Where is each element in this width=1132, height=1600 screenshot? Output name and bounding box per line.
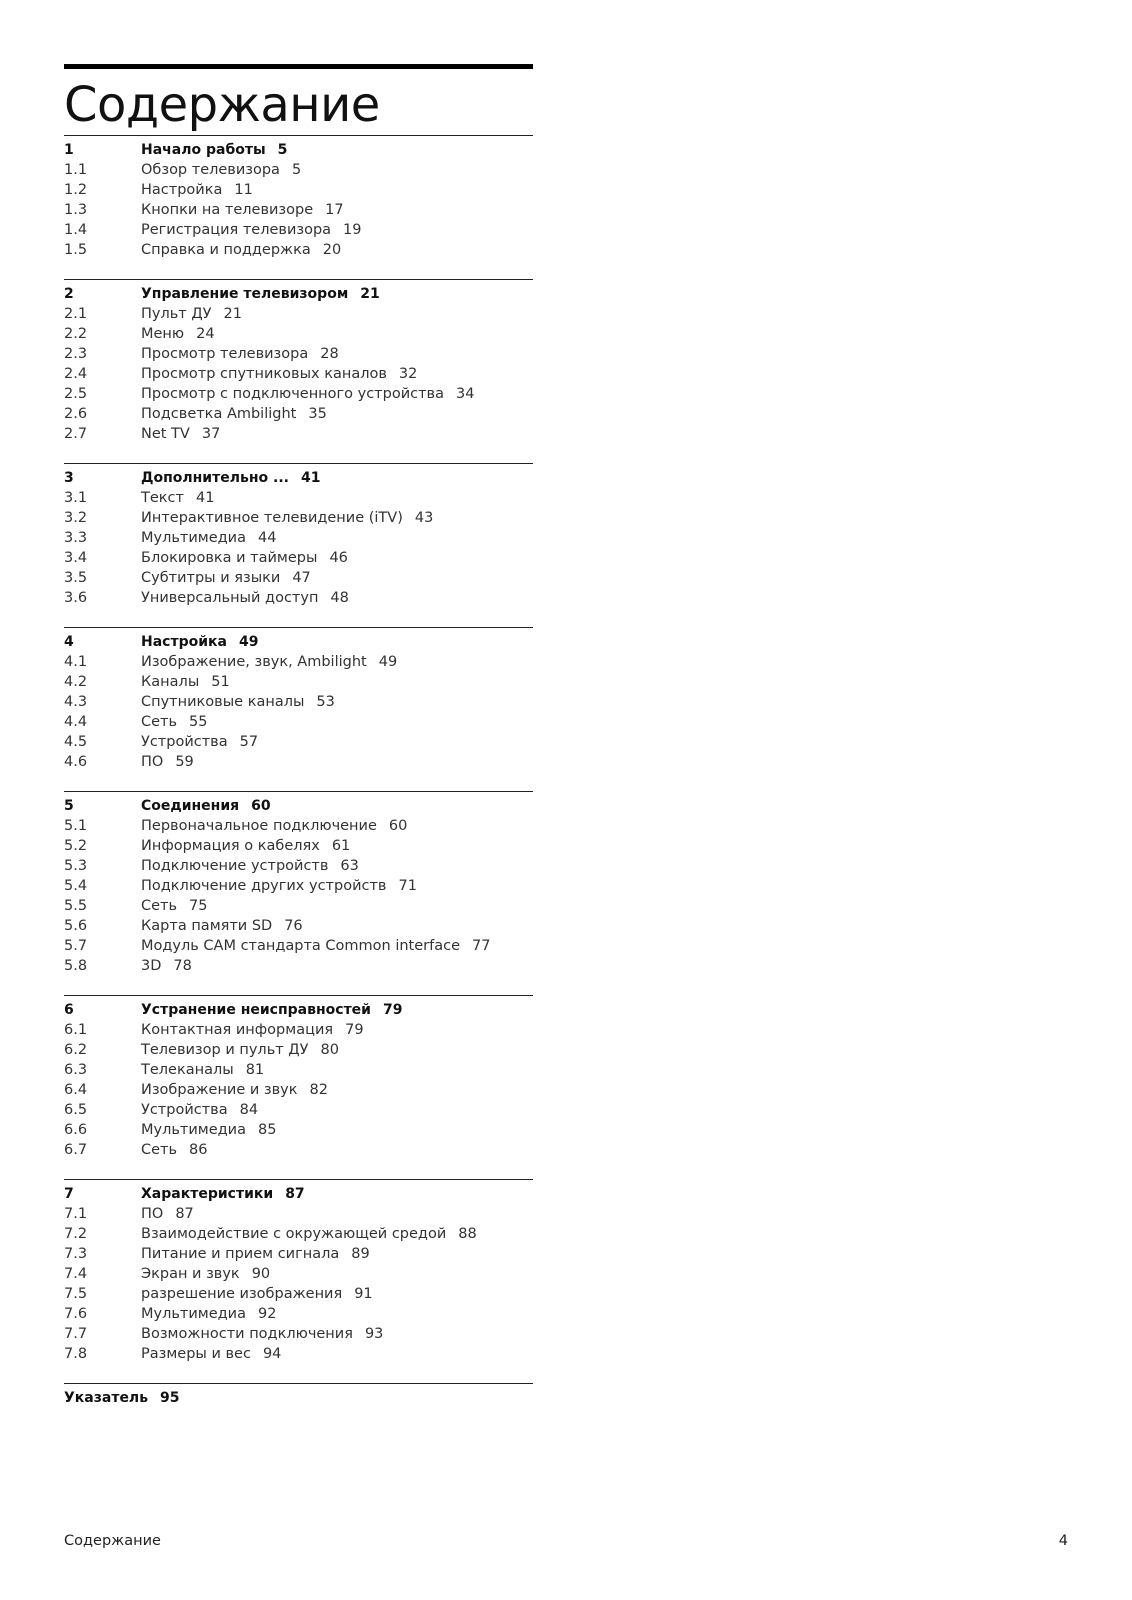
subsection-number: 6.3: [64, 1062, 88, 1078]
subsection-page: 17: [325, 202, 344, 218]
subsection-page: 93: [364, 1326, 384, 1342]
subsection-title: Субтитры и языки: [141, 570, 281, 586]
subsection-title: Сеть: [141, 898, 178, 914]
toc-subsection-entry[interactable]: [64, 200, 533, 220]
toc-subsection-entry[interactable]: [64, 424, 533, 444]
toc-subsection-entry[interactable]: [64, 1100, 533, 1120]
top-rule: [64, 64, 533, 69]
chapter-page: 21: [360, 286, 380, 302]
toc-subsection-entry[interactable]: [64, 304, 533, 324]
toc-section: [64, 135, 533, 260]
toc-page: [64, 64, 533, 1408]
subsection-number: 1.4: [64, 222, 88, 238]
toc-subsection-entry[interactable]: [64, 508, 533, 528]
toc-subsection-entry[interactable]: [64, 816, 533, 836]
subsection-number: 2.2: [64, 326, 88, 342]
subsection-title: Просмотр с подключенного устройства: [141, 386, 444, 402]
toc-section: [64, 1179, 533, 1364]
subsection-number: 7.8: [64, 1346, 88, 1362]
subsection-title: Обзор телевизора: [141, 162, 280, 178]
subsection-page: 86: [189, 1142, 208, 1158]
chapter-page: 49: [238, 634, 259, 650]
toc-subsection-entry[interactable]: [64, 1304, 533, 1324]
toc-subsection-entry[interactable]: [64, 956, 533, 976]
subsection-number: 2.3: [64, 346, 88, 362]
subsection-page: 90: [251, 1266, 271, 1282]
subsection-page: 35: [308, 406, 327, 422]
toc-subsection-entry[interactable]: [64, 568, 533, 588]
footer-section-name: Содержание: [64, 1533, 161, 1549]
toc-subsection-entry[interactable]: [64, 1284, 533, 1304]
subsection-number: 2.6: [64, 406, 88, 422]
subsection-title: Пульт ДУ: [141, 306, 212, 322]
subsection-title: Настройка: [141, 182, 223, 198]
subsection-page: 61: [331, 838, 351, 854]
toc-subsection-entry[interactable]: [64, 1120, 533, 1140]
subsection-number: 3.4: [64, 550, 88, 566]
subsection-number: 2.7: [64, 426, 88, 442]
subsection-page: 87: [175, 1206, 194, 1222]
subsection-page: 46: [329, 550, 348, 566]
toc-subsection-entry[interactable]: [64, 692, 533, 712]
subsection-page: 75: [189, 898, 208, 914]
subsection-number: 6.2: [64, 1042, 88, 1058]
subsection-page: 32: [398, 366, 418, 382]
subsection-page: 51: [211, 674, 230, 690]
toc-subsection-entry[interactable]: [64, 160, 533, 180]
subsection-page: 19: [343, 222, 362, 238]
subsection-title: ПО: [141, 754, 164, 770]
subsection-page: 44: [257, 530, 277, 546]
subsection-page: 79: [345, 1022, 364, 1038]
subsection-title: Сеть: [141, 1142, 178, 1158]
subsection-page: 91: [354, 1286, 373, 1302]
subsection-page: 28: [320, 346, 339, 362]
subsection-number: 5.3: [64, 858, 88, 874]
toc-section: [64, 279, 533, 444]
subsection-title: Net TV: [141, 426, 190, 442]
subsection-number: 4.1: [64, 654, 88, 670]
subsection-title: Подключение устройств: [141, 858, 329, 874]
subsection-title: Первоначальное подключение: [141, 818, 377, 834]
toc-chapter-entry[interactable]: [64, 468, 533, 488]
toc-section: [64, 627, 533, 772]
subsection-number: 5.2: [64, 838, 88, 854]
subsection-page: 48: [330, 590, 349, 606]
subsection-number: 6.4: [64, 1082, 88, 1098]
subsection-number: 6.7: [64, 1142, 88, 1158]
subsection-page: 21: [223, 306, 242, 322]
subsection-page: 71: [398, 878, 417, 894]
subsection-number: 5.4: [64, 878, 88, 894]
toc-subsection-entry[interactable]: [64, 1080, 533, 1100]
toc-subsection-entry[interactable]: [64, 1264, 533, 1284]
chapter-title: Начало работы: [141, 142, 266, 158]
toc-chapter-entry[interactable]: [64, 284, 533, 304]
toc-subsection-entry[interactable]: [64, 1040, 533, 1060]
subsection-page: 55: [189, 714, 208, 730]
toc-subsection-entry[interactable]: [64, 916, 533, 936]
subsection-number: 6.6: [64, 1122, 88, 1138]
subsection-page: 78: [173, 958, 192, 974]
subsection-number: 5.5: [64, 898, 88, 914]
toc-chapter-entry[interactable]: [64, 140, 533, 160]
subsection-page: 84: [239, 1102, 259, 1118]
subsection-number: 1.5: [64, 242, 88, 258]
subsection-page: 81: [245, 1062, 265, 1078]
subsection-page: 85: [257, 1122, 277, 1138]
subsection-title: Регистрация телевизора: [141, 222, 332, 238]
chapter-title: Настройка: [141, 634, 227, 650]
subsection-title: Мультимедиа: [141, 1306, 246, 1322]
subsection-page: 89: [351, 1246, 370, 1262]
subsection-page: 43: [414, 510, 434, 526]
toc-subsection-entry[interactable]: [64, 896, 533, 916]
page-title: Содержание: [64, 77, 380, 133]
chapter-page: 87: [285, 1186, 305, 1202]
subsection-number: 6.1: [64, 1022, 88, 1038]
toc-subsection-entry[interactable]: [64, 936, 533, 956]
subsection-title: Телеканалы: [141, 1062, 234, 1078]
subsection-number: 5.6: [64, 918, 88, 934]
subsection-title: Контактная информация: [141, 1022, 334, 1038]
toc-subsection-entry[interactable]: [64, 856, 533, 876]
subsection-title: Блокировка и таймеры: [141, 550, 318, 566]
subsection-title: Мультимедиа: [141, 530, 246, 546]
subsection-title: Изображение и звук: [141, 1082, 298, 1098]
chapter-page: 41: [300, 470, 321, 486]
index-page: 95: [160, 1390, 180, 1406]
subsection-number: 5.7: [64, 938, 88, 954]
chapter-number: 1: [64, 142, 74, 158]
subsection-number: 3.1: [64, 490, 88, 506]
toc-subsection-entry[interactable]: [64, 384, 533, 404]
subsection-number: 1.1: [64, 162, 88, 178]
subsection-number: 3.3: [64, 530, 88, 546]
toc-subsection-entry[interactable]: [64, 1224, 533, 1244]
subsection-title: Сеть: [141, 714, 178, 730]
table-of-contents: [64, 135, 533, 1364]
subsection-page: 82: [309, 1082, 328, 1098]
chapter-title: Характеристики: [141, 1186, 274, 1202]
subsection-number: 7.1: [64, 1206, 88, 1222]
toc-subsection-entry[interactable]: [64, 1244, 533, 1264]
subsection-number: 4.5: [64, 734, 88, 750]
chapter-title: Устранение неисправностей: [141, 1002, 371, 1018]
subsection-number: 3.2: [64, 510, 88, 526]
subsection-title: Просмотр телевизора: [141, 346, 309, 362]
subsection-title: Экран и звук: [141, 1266, 240, 1282]
toc-subsection-entry[interactable]: [64, 1020, 533, 1040]
toc-subsection-entry[interactable]: [64, 240, 533, 260]
toc-chapter-entry[interactable]: [64, 1000, 533, 1020]
chapter-number: 4: [64, 634, 74, 650]
subsection-title: Телевизор и пульт ДУ: [141, 1042, 309, 1058]
toc-subsection-entry[interactable]: [64, 836, 533, 856]
subsection-number: 4.2: [64, 674, 88, 690]
subsection-title: Меню: [141, 326, 185, 342]
subsection-title: Изображение, звук, Ambilight: [141, 654, 367, 670]
subsection-page: 5: [291, 162, 302, 178]
subsection-title: 3D: [141, 958, 162, 974]
chapter-page: 5: [277, 142, 288, 158]
chapter-number: 7: [64, 1186, 74, 1202]
index-entry[interactable]: [64, 1388, 533, 1408]
subsection-number: 7.7: [64, 1326, 88, 1342]
subsection-page: 80: [320, 1042, 339, 1058]
subsection-number: 3.6: [64, 590, 88, 606]
toc-subsection-entry[interactable]: [64, 180, 533, 200]
toc-subsection-entry[interactable]: [64, 1204, 533, 1224]
subsection-page: 49: [378, 654, 398, 670]
subsection-title: Размеры и вес: [141, 1346, 251, 1362]
toc-subsection-entry[interactable]: [64, 488, 533, 508]
index-section: [64, 1383, 533, 1408]
subsection-title: Просмотр спутниковых каналов: [141, 366, 387, 382]
subsection-number: 4.6: [64, 754, 88, 770]
chapter-title: Дополнительно ...: [141, 470, 289, 486]
subsection-title: Модуль CAM стандарта Common interface: [141, 938, 460, 954]
subsection-page: 63: [340, 858, 359, 874]
index-label: Указатель: [64, 1390, 149, 1406]
subsection-title: Карта памяти SD: [141, 918, 273, 934]
chapter-page: 60: [251, 798, 271, 814]
subsection-title: Универсальный доступ: [141, 590, 319, 606]
subsection-title: Справка и поддержка: [141, 242, 311, 258]
toc-subsection-entry[interactable]: [64, 1140, 533, 1160]
subsection-title: Информация о кабелях: [141, 838, 320, 854]
subsection-title: Питание и прием сигнала: [141, 1246, 340, 1262]
toc-chapter-entry[interactable]: [64, 632, 533, 652]
subsection-page: 60: [388, 818, 408, 834]
toc-subsection-entry[interactable]: [64, 652, 533, 672]
subsection-title: Интерактивное телевидение (iTV): [141, 510, 403, 526]
subsection-title: Текст: [141, 490, 184, 506]
subsection-number: 3.5: [64, 570, 88, 586]
toc-subsection-entry[interactable]: [64, 324, 533, 344]
subsection-title: Устройства: [141, 1102, 228, 1118]
toc-chapter-entry[interactable]: [64, 1184, 533, 1204]
subsection-number: 7.6: [64, 1306, 88, 1322]
subsection-page: 76: [284, 918, 303, 934]
subsection-number: 7.2: [64, 1226, 88, 1242]
chapter-number: 2: [64, 286, 74, 302]
chapter-title: Соединения: [141, 798, 240, 814]
chapter-number: 5: [64, 798, 74, 814]
toc-section: [64, 995, 533, 1160]
subsection-number: 7.3: [64, 1246, 88, 1262]
subsection-number: 1.3: [64, 202, 88, 218]
toc-chapter-entry[interactable]: [64, 796, 533, 816]
subsection-page: 59: [175, 754, 194, 770]
toc-subsection-entry[interactable]: [64, 588, 533, 608]
toc-subsection-entry[interactable]: [64, 220, 533, 240]
subsection-number: 1.2: [64, 182, 88, 198]
toc-subsection-entry[interactable]: [64, 1060, 533, 1080]
subsection-page: 88: [458, 1226, 477, 1242]
toc-subsection-entry[interactable]: [64, 1344, 533, 1364]
subsection-number: 5.1: [64, 818, 88, 834]
subsection-title: Подсветка Ambilight: [141, 406, 297, 422]
chapter-number: 6: [64, 1002, 74, 1018]
toc-subsection-entry[interactable]: [64, 404, 533, 424]
subsection-page: 57: [239, 734, 259, 750]
subsection-title: Кнопки на телевизоре: [141, 202, 314, 218]
subsection-page: 37: [201, 426, 221, 442]
subsection-title: разрешение изображения: [141, 1286, 343, 1302]
subsection-page: 92: [257, 1306, 277, 1322]
subsection-number: 7.5: [64, 1286, 88, 1302]
chapter-number: 3: [64, 470, 74, 486]
subsection-title: Взаимодействие с окружающей средой: [141, 1226, 447, 1242]
chapter-title: Управление телевизором: [141, 286, 349, 302]
toc-subsection-entry[interactable]: [64, 712, 533, 732]
subsection-title: Устройства: [141, 734, 228, 750]
toc-subsection-entry[interactable]: [64, 364, 533, 384]
subsection-title: Возможности подключения: [141, 1326, 353, 1342]
subsection-page: 24: [196, 326, 215, 342]
subsection-number: 4.4: [64, 714, 88, 730]
subsection-page: 77: [472, 938, 491, 954]
subsection-page: 41: [195, 490, 215, 506]
subsection-number: 5.8: [64, 958, 88, 974]
subsection-page: 53: [316, 694, 335, 710]
subsection-title: Каналы: [141, 674, 200, 690]
footer-page-number: 4: [1058, 1533, 1068, 1549]
toc-subsection-entry[interactable]: [64, 672, 533, 692]
toc-subsection-entry[interactable]: [64, 1324, 533, 1344]
subsection-number: 2.5: [64, 386, 88, 402]
toc-section: [64, 791, 533, 976]
subsection-title: ПО: [141, 1206, 164, 1222]
toc-subsection-entry[interactable]: [64, 732, 533, 752]
subsection-page: 20: [322, 242, 342, 258]
subsection-number: 2.1: [64, 306, 88, 322]
subsection-page: 11: [234, 182, 253, 198]
subsection-page: 94: [262, 1346, 282, 1362]
subsection-number: 6.5: [64, 1102, 88, 1118]
subsection-page: 47: [292, 570, 311, 586]
toc-subsection-entry[interactable]: [64, 752, 533, 772]
toc-section: [64, 463, 533, 608]
toc-subsection-entry[interactable]: [64, 876, 533, 896]
subsection-title: Подключение других устройств: [141, 878, 387, 894]
subsection-title: Мультимедиа: [141, 1122, 246, 1138]
toc-subsection-entry[interactable]: [64, 548, 533, 568]
chapter-page: 79: [382, 1002, 403, 1018]
subsection-number: 4.3: [64, 694, 88, 710]
subsection-number: 2.4: [64, 366, 88, 382]
subsection-title: Спутниковые каналы: [141, 694, 305, 710]
subsection-number: 7.4: [64, 1266, 88, 1282]
subsection-page: 34: [455, 386, 475, 402]
toc-subsection-entry[interactable]: [64, 528, 533, 548]
toc-subsection-entry[interactable]: [64, 344, 533, 364]
